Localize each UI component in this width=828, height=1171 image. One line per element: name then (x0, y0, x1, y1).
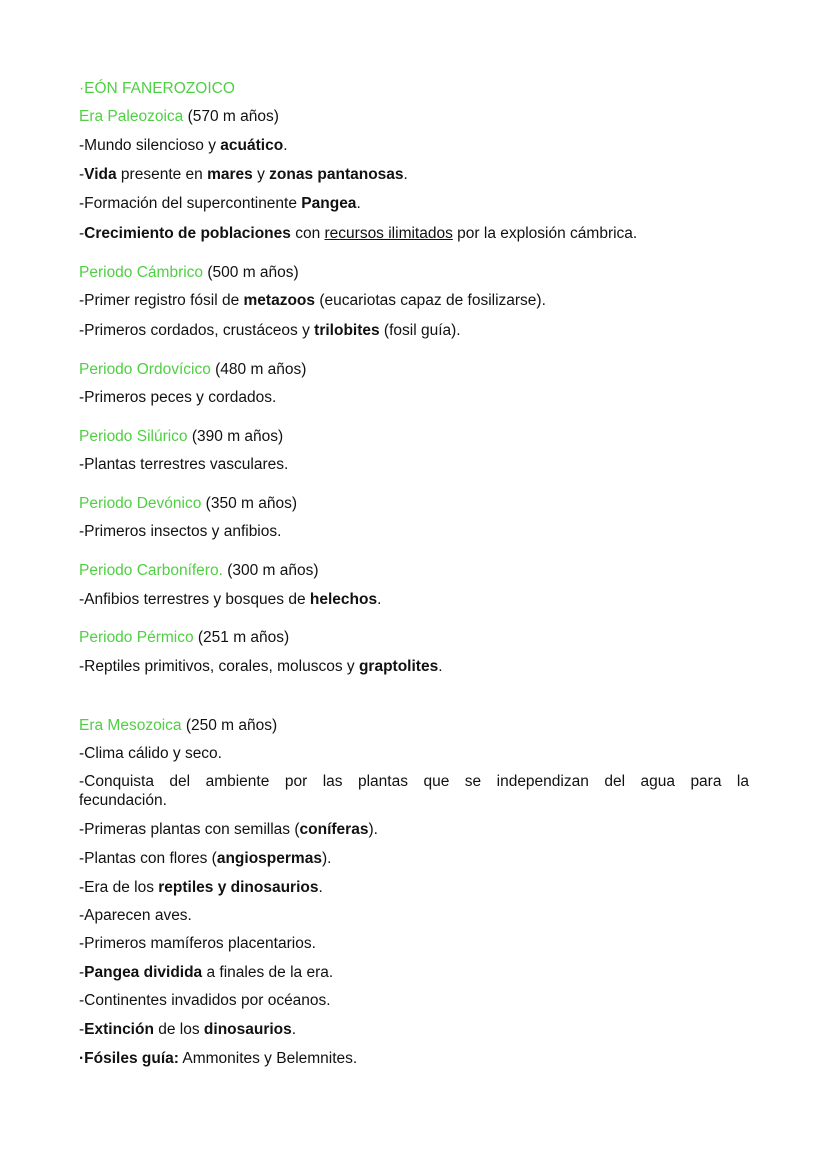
mesozoic-line-11: ·Fósiles guía: Ammonites y Belemnites. (79, 1050, 358, 1067)
silurico-line-1: -Plantas terrestres vasculares. (79, 456, 289, 473)
mesozoic-line-3: -Primeras plantas con semillas (coníferas). (79, 821, 378, 838)
mesozoic-line-2b: fecundación. (79, 792, 167, 809)
periodo-cambrico-heading: Periodo Cámbrico (500 m años) (79, 264, 299, 281)
mesozoic-line-9: -Continentes invadidos por océanos. (79, 992, 331, 1009)
mesozoic-line-2a: -Conquista del ambiente por las plantas que se independizan del agua para la (79, 773, 749, 790)
eon-title: ·EÓN FANEROZOICO (79, 80, 235, 97)
periodo-silurico-heading: Periodo Silúrico (390 m años) (79, 428, 284, 445)
periodo-devonico-heading: Periodo Devónico (350 m años) (79, 495, 297, 512)
periodo-ordovicico-heading: Periodo Ordovícico (480 m años) (79, 361, 307, 378)
paleozoic-line-1: -Mundo silencioso y acuático. (79, 137, 288, 154)
mesozoic-line-7: -Primeros mamíferos placentarios. (79, 935, 316, 952)
era-mesozoica-heading: Era Mesozoica (250 m años) (79, 717, 278, 734)
mesozoic-line-10: -Extinción de los dinosaurios. (79, 1021, 297, 1038)
mesozoic-line-8: -Pangea dividida a finales de la era. (79, 964, 334, 981)
carbonifero-line-1: -Anfibios terrestres y bosques de helechos. (79, 591, 382, 608)
periodo-carbonifero-heading: Periodo Carbonífero. (300 m años) (79, 562, 319, 579)
era-name: Era Paleozoica (79, 108, 184, 125)
devonico-line-1: -Primeros insectos y anfibios. (79, 523, 282, 540)
paleozoic-line-3: -Formación del supercontinente Pangea. (79, 195, 361, 212)
mesozoic-line-4: -Plantas con flores (angiospermas). (79, 850, 332, 867)
mesozoic-line-1: -Clima cálido y seco. (79, 745, 222, 762)
era-paleozoica-heading (79, 108, 279, 126)
era-age: (570 m años) (183, 108, 279, 125)
cambrico-line-2: -Primeros cordados, crustáceos y trilobites (fosil guía). (79, 322, 461, 339)
permico-line-1: -Reptiles primitivos, corales, moluscos y graptolites. (79, 658, 443, 675)
periodo-permico-heading: Periodo Pérmico (251 m años) (79, 629, 290, 646)
paleozoic-line-4: -Crecimiento de poblaciones con recursos ilimitados por la explosión cámbrica. (79, 225, 638, 242)
mesozoic-line-6: -Aparecen aves. (79, 907, 192, 924)
ordovicico-line-1: -Primeros peces y cordados. (79, 389, 277, 406)
cambrico-line-1: -Primer registro fósil de metazoos (eucariotas capaz de fosilizarse). (79, 292, 546, 309)
paleozoic-line-2: -Vida presente en mares y zonas pantanosas. (79, 166, 408, 183)
mesozoic-line-5: -Era de los reptiles y dinosaurios. (79, 879, 323, 896)
